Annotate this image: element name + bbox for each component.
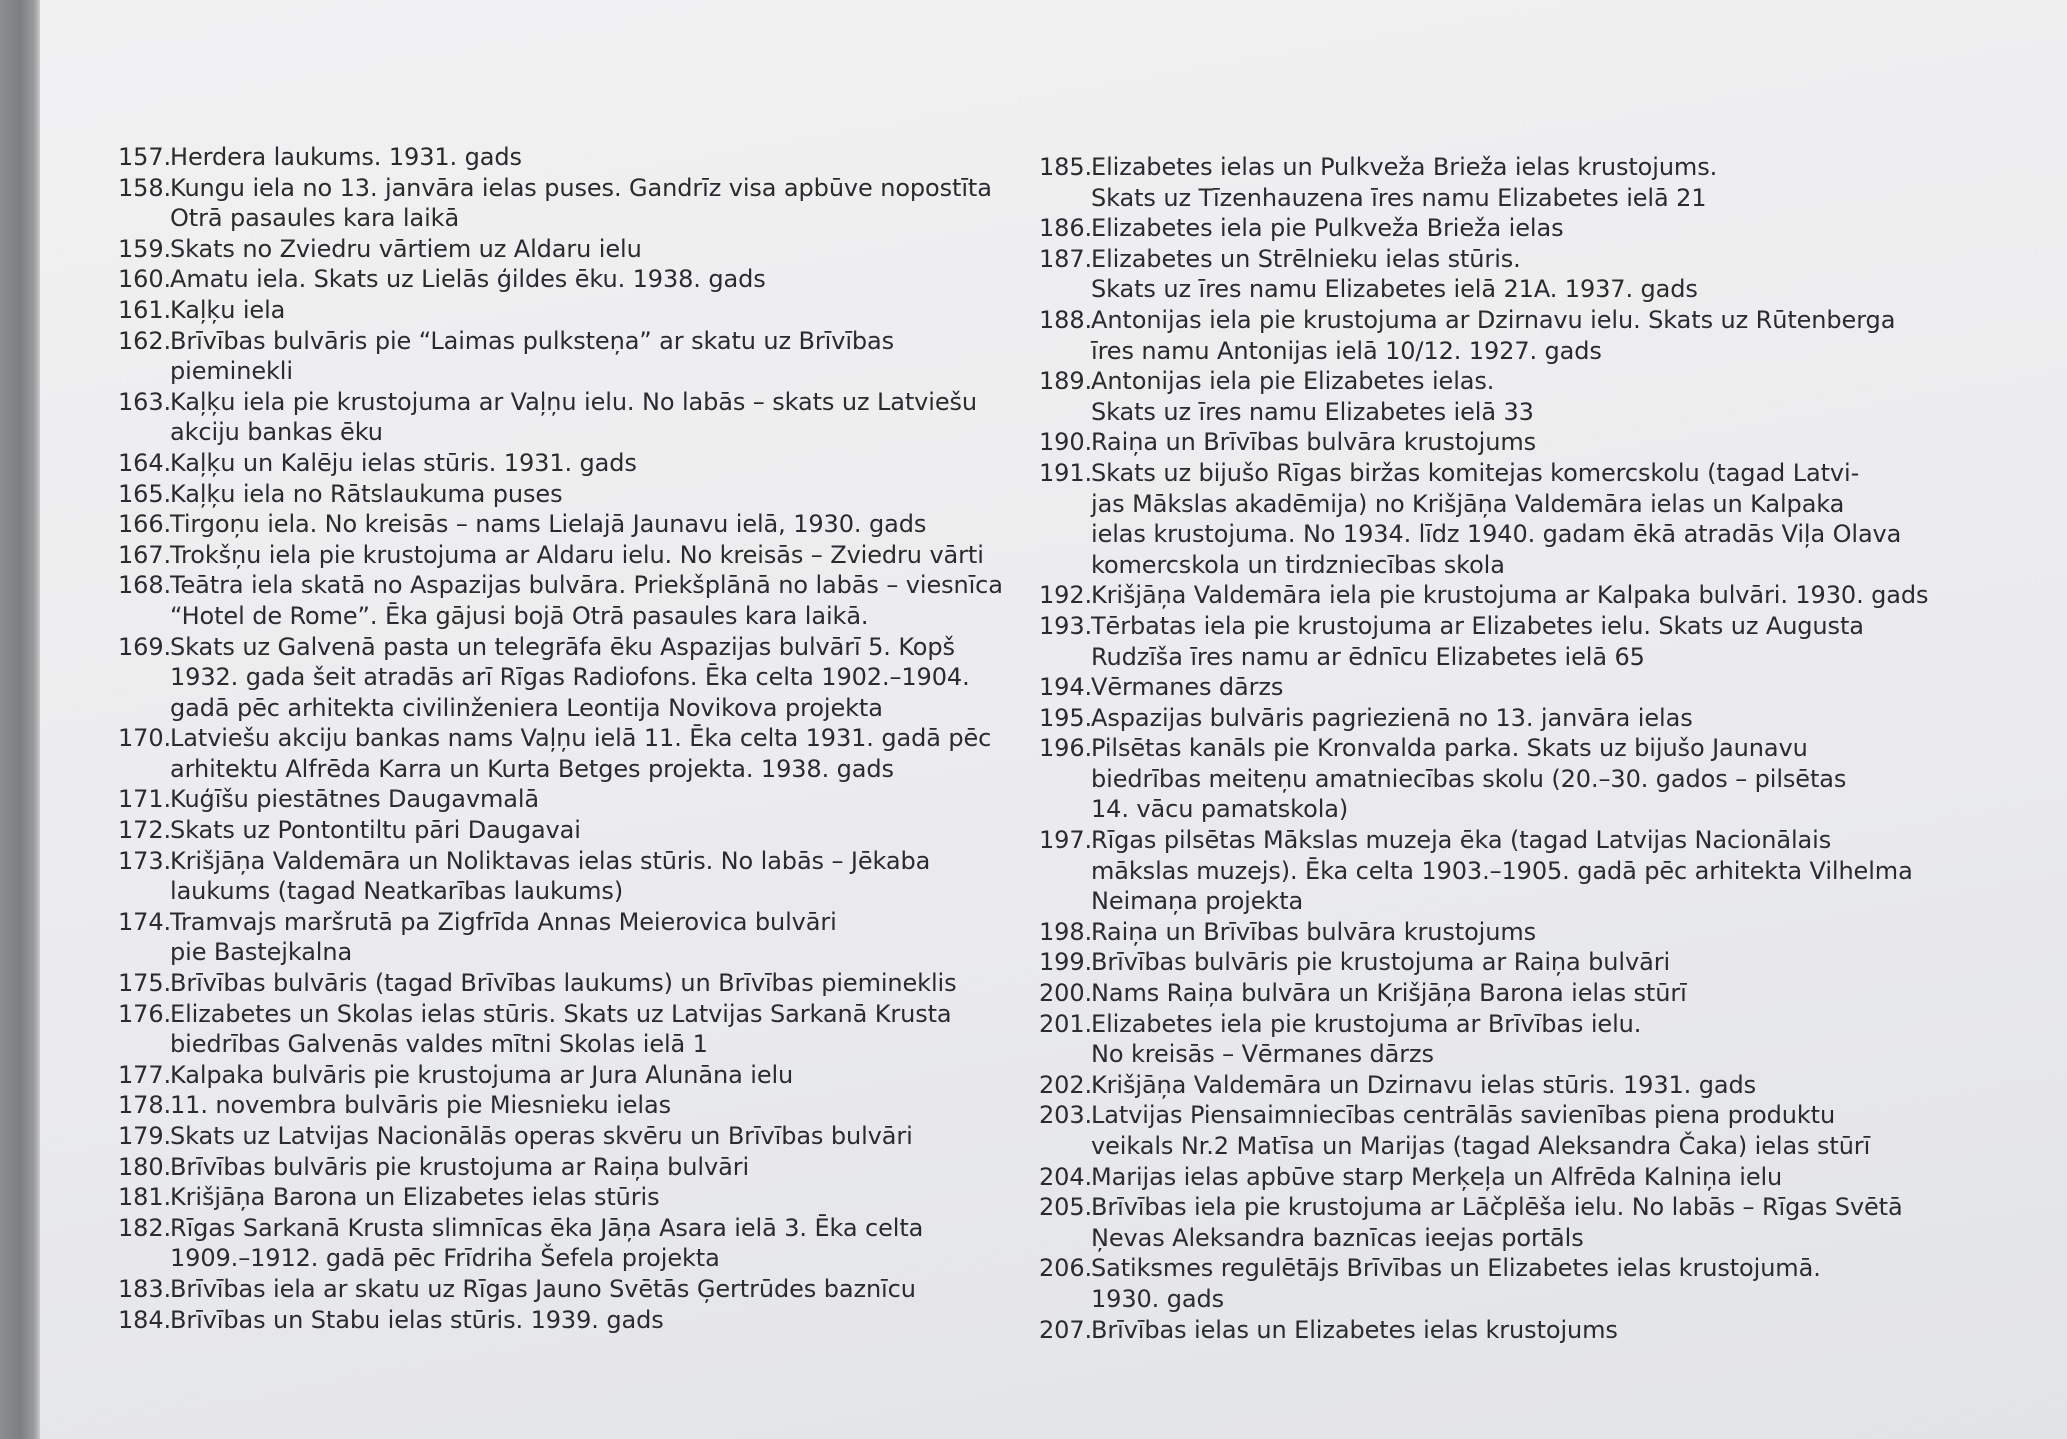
caption-number: 163. — [118, 387, 172, 416]
caption-item — [1039, 947, 1999, 978]
caption-text: Rīgas Sarkanā Krusta slimnīcas ēka Jāņa Asara ielā 3. Ēka celta 1909.–1912. gadā pēc Frīdriha Šefela projekta — [170, 1213, 924, 1273]
caption-item — [1039, 917, 1999, 948]
caption-number: 201. — [1039, 1009, 1093, 1038]
caption-item — [118, 448, 1058, 479]
caption-item — [1039, 733, 1999, 825]
caption-item — [1039, 1100, 1999, 1161]
caption-item — [118, 295, 1058, 326]
caption-item — [118, 509, 1058, 540]
caption-item — [118, 1060, 1058, 1091]
caption-text: Skats uz Latvijas Nacionālās operas skvēru un Brīvības bulvāri — [170, 1122, 913, 1150]
caption-number: 173. — [118, 846, 172, 875]
caption-text: Elizabetes iela pie krustojuma ar Brīvības ielu. No kreisās – Vērmanes dārzs — [1091, 1009, 1642, 1069]
caption-item — [1039, 427, 1999, 458]
caption-number: 191. — [1039, 458, 1093, 487]
caption-number: 202. — [1039, 1070, 1093, 1099]
caption-item — [1039, 1070, 1999, 1101]
caption-item — [1039, 152, 1999, 213]
caption-item — [1039, 825, 1999, 917]
caption-number: 169. — [118, 632, 172, 661]
caption-item — [118, 1152, 1058, 1183]
caption-text: Raiņa un Brīvības bulvāra krustojums — [1091, 917, 1537, 946]
caption-item — [1039, 244, 1999, 305]
caption-number: 165. — [118, 479, 172, 508]
caption-number: 158. — [118, 173, 172, 202]
caption-text: Trokšņu iela pie krustojuma ar Aldaru ielu. No kreisās – Zviedru vārti — [170, 540, 984, 569]
caption-item — [118, 540, 1058, 571]
caption-item — [118, 784, 1058, 815]
caption-number: 205. — [1039, 1193, 1093, 1222]
caption-text: Brīvības bulvāris pie “Laimas pulksteņa” ar skatu uz Brīvības pieminekli — [170, 326, 895, 386]
caption-text: Krišjāņa Valdemāra un Noliktavas ielas stūris. No labās – Jēkaba laukums (tagad Neatkarības laukums) — [170, 846, 931, 906]
caption-item — [118, 1090, 1058, 1121]
caption-number: 207. — [1039, 1315, 1093, 1344]
caption-item — [1039, 1162, 1999, 1193]
caption-number: 168. — [118, 571, 172, 600]
caption-text: Satiksmes regulētājs Brīvības un Elizabetes ielas krustojumā. 1930. gads — [1091, 1254, 1821, 1313]
caption-text: Elizabetes ielas un Pulkveža Brieža ielas krustojums. Skats uz Tīzenhauzena īres namu Elizabetes ielā 21 — [1091, 153, 1718, 212]
caption-number: 164. — [118, 448, 172, 477]
caption-number: 176. — [118, 999, 172, 1028]
caption-item — [1039, 1315, 1999, 1346]
caption-number: 203. — [1039, 1101, 1093, 1130]
caption-text: Brīvības iela ar skatu uz Rīgas Jauno Svētās Ģertrūdes baznīcu — [170, 1274, 916, 1303]
caption-number: 184. — [118, 1305, 172, 1334]
caption-item — [118, 1305, 1058, 1336]
caption-item — [1039, 978, 1999, 1009]
caption-number: 186. — [1039, 214, 1093, 243]
caption-item — [1039, 703, 1999, 734]
caption-item — [1039, 213, 1999, 244]
caption-text: Brīvības bulvāris pie krustojuma ar Raiņa bulvāri — [170, 1152, 750, 1181]
caption-text: Elizabetes un Skolas ielas stūris. Skats uz Latvijas Sarkanā Krusta biedrības Galvenās valdes mītni Skolas ielā 1 — [170, 999, 952, 1059]
caption-number: 159. — [118, 234, 172, 263]
caption-text: Rīgas pilsētas Mākslas muzeja ēka (tagad Latvijas Nacionālais mākslas muzejs). Ēka celta 1903.–1905. gadā pēc arhitekta Vilhelma Neimaņa projekta — [1091, 826, 1913, 916]
caption-item — [118, 1274, 1058, 1305]
caption-text: Brīvības un Stabu ielas stūris. 1939. gads — [170, 1305, 664, 1334]
caption-text: 11. novembra bulvāris pie Miesnieku ielas — [170, 1091, 671, 1120]
caption-list-left — [118, 142, 1058, 1335]
caption-item — [118, 173, 1058, 234]
caption-item — [118, 907, 1058, 968]
caption-text: Skats uz bijušo Rīgas biržas komitejas komercskolu (tagad Latvi- jas Mākslas akadēmija) no Krišjāņa Valdemāra ielas un Kalpaka ielas krustojuma. No 1934. līdz 1940. gadam ēkā atradās Viļa Olava komercskola un tirdzniecības skola — [1091, 458, 1902, 579]
caption-text: Teātra iela skatā no Aspazijas bulvāra. Priekšplānā no labās – viesnīca “Hotel de Rome”. Ēka gājusi bojā Otrā pasaules kara laikā. — [170, 571, 1003, 630]
caption-text: Pilsētas kanāls pie Kronvalda parka. Skats uz bijušo Jaunavu biedrības meiteņu amatniecības skolu (20.–30. gados – pilsētas 14. vācu pamatskola) — [1091, 734, 1847, 824]
caption-text: Elizabetes un Strēlnieku ielas stūris. Skats uz īres namu Elizabetes ielā 21A. 1937. gads — [1091, 244, 1698, 304]
caption-item — [118, 326, 1058, 387]
caption-item — [1039, 1009, 1999, 1070]
caption-number: 198. — [1039, 917, 1093, 946]
caption-number: 167. — [118, 540, 172, 569]
caption-item — [118, 1213, 1058, 1274]
caption-number: 193. — [1039, 611, 1093, 640]
caption-number: 196. — [1039, 734, 1093, 763]
caption-number: 174. — [118, 907, 172, 936]
caption-number: 187. — [1039, 244, 1093, 273]
caption-item — [118, 846, 1058, 907]
caption-text: Kaļķu iela — [170, 295, 286, 324]
caption-text: Brīvības iela pie krustojuma ar Lāčplēša ielu. No labās – Rīgas Svētā Ņevas Aleksandra baznīcas ieejas portāls — [1091, 1193, 1903, 1252]
caption-text: Amatu iela. Skats uz Lielās ģildes ēku. 1938. gads — [170, 265, 766, 294]
caption-number: 188. — [1039, 305, 1093, 334]
caption-item — [1039, 366, 1999, 427]
caption-list-right — [1039, 152, 1999, 1345]
caption-text: Herdera laukums. 1931. gads — [170, 143, 522, 171]
caption-number: 171. — [118, 785, 172, 814]
caption-number: 157. — [118, 143, 172, 171]
caption-text: Latviešu akciju bankas nams Vaļņu ielā 11. Ēka celta 1931. gadā pēc arhitektu Alfrēda Karra un Kurta Betges projekta. 1938. gads — [170, 724, 992, 783]
caption-number: 181. — [118, 1183, 172, 1212]
caption-item — [118, 264, 1058, 295]
caption-number: 166. — [118, 510, 172, 539]
caption-number: 199. — [1039, 948, 1093, 977]
caption-text: Antonijas iela pie Elizabetes ielas. Skats uz īres namu Elizabetes ielā 33 — [1091, 367, 1534, 426]
caption-number: 190. — [1039, 428, 1093, 457]
caption-number: 183. — [118, 1274, 172, 1303]
caption-item — [118, 815, 1058, 846]
caption-text: Tirgoņu iela. No kreisās – nams Lielajā Jaunavu ielā, 1930. gads — [170, 510, 927, 539]
caption-text: Vērmanes dārzs — [1091, 673, 1284, 702]
caption-number: 160. — [118, 265, 172, 294]
caption-text: Brīvības ielas un Elizabetes ielas krustojums — [1091, 1315, 1618, 1344]
caption-item — [118, 387, 1058, 448]
caption-text: Antonijas iela pie krustojuma ar Dzirnavu ielu. Skats uz Rūtenberga īres namu Antonijas ielā 10/12. 1927. gads — [1091, 305, 1896, 365]
caption-item — [1039, 1192, 1999, 1253]
caption-item — [118, 723, 1058, 784]
caption-text: Aspazijas bulvāris pagriezienā no 13. janvāra ielas — [1091, 703, 1693, 732]
caption-text: Kungu iela no 13. janvāra ielas puses. Gandrīz visa apbūve nopostīta Otrā pasaules kara laikā — [170, 173, 992, 233]
caption-item — [1039, 672, 1999, 703]
caption-item — [1039, 580, 1999, 611]
caption-text: Brīvības bulvāris (tagad Brīvības laukums) un Brīvības piemineklis — [170, 969, 957, 998]
caption-item — [118, 1182, 1058, 1213]
caption-number: 172. — [118, 816, 172, 845]
caption-text: Skats no Zviedru vārtiem uz Aldaru ielu — [170, 234, 642, 263]
caption-text: Krišjāņa Valdemāra un Dzirnavu ielas stūris. 1931. gads — [1091, 1070, 1757, 1099]
caption-number: 175. — [118, 969, 172, 998]
caption-number: 197. — [1039, 826, 1093, 855]
caption-item — [118, 479, 1058, 510]
caption-text: Kalpaka bulvāris pie krustojuma ar Jura Alunāna ielu — [170, 1060, 794, 1089]
caption-number: 192. — [1039, 581, 1093, 610]
caption-item — [118, 1121, 1058, 1152]
caption-item — [1039, 611, 1999, 672]
caption-text: Tērbatas iela pie krustojuma ar Elizabetes ielu. Skats uz Augusta Rudzīša īres namu ar ēdnīcu Elizabetes ielā 65 — [1091, 611, 1864, 671]
caption-item — [1039, 458, 1999, 580]
caption-item — [118, 142, 1058, 173]
caption-text: Latvijas Piensaimniecības centrālās savienības piena produktu veikals Nr.2 Matīsa un Marijas (tagad Aleksandra Čaka) ielas stūrī — [1091, 1101, 1871, 1160]
caption-number: 200. — [1039, 979, 1093, 1008]
caption-number: 185. — [1039, 153, 1093, 181]
caption-number: 194. — [1039, 673, 1093, 702]
caption-text: Kaļķu iela no Rātslaukuma puses — [170, 479, 563, 508]
caption-text: Brīvības bulvāris pie krustojuma ar Raiņa bulvāri — [1091, 948, 1671, 977]
caption-text: Skats uz Galvenā pasta un telegrāfa ēku Aspazijas bulvārī 5. Kopš 1932. gada šeit atradās arī Rīgas Radiofons. Ēka celta 1902.–1904. gadā pēc arhitekta civilinženiera Leontija Novikova projekta — [170, 632, 970, 722]
caption-item — [118, 234, 1058, 265]
caption-item — [1039, 305, 1999, 366]
caption-number: 162. — [118, 326, 172, 355]
book-page — [40, 0, 2067, 1439]
caption-number: 180. — [118, 1152, 172, 1181]
caption-text: Elizabetes iela pie Pulkveža Brieža ielas — [1091, 214, 1564, 243]
caption-number: 177. — [118, 1060, 172, 1089]
caption-text: Kaļķu iela pie krustojuma ar Vaļņu ielu. No labās – skats uz Latviešu akciju bankas ēku — [170, 387, 978, 447]
caption-number: 206. — [1039, 1254, 1093, 1283]
caption-text: Kaļķu un Kalēju ielas stūris. 1931. gads — [170, 448, 637, 477]
book-spine — [0, 0, 40, 1439]
caption-text: Kuģīšu piestātnes Daugavmalā — [170, 785, 540, 814]
caption-text: Krišjāņa Valdemāra iela pie krustojuma ar Kalpaka bulvāri. 1930. gads — [1091, 581, 1929, 610]
caption-number: 182. — [118, 1213, 172, 1242]
caption-item — [118, 570, 1058, 631]
caption-number: 179. — [118, 1122, 172, 1150]
caption-item — [118, 968, 1058, 999]
caption-text: Marijas ielas apbūve starp Merķeļa un Alfrēda Kalniņa ielu — [1091, 1162, 1783, 1191]
caption-text: Tramvajs maršrutā pa Zigfrīda Annas Meierovica bulvāri pie Bastejkalna — [170, 907, 837, 967]
caption-number: 161. — [118, 295, 172, 324]
caption-item — [1039, 1253, 1999, 1314]
caption-text: Krišjāņa Barona un Elizabetes ielas stūris — [170, 1183, 660, 1212]
caption-number: 195. — [1039, 703, 1093, 732]
caption-item — [118, 999, 1058, 1060]
caption-text: Skats uz Pontontiltu pāri Daugavai — [170, 816, 581, 845]
caption-text: Raiņa un Brīvības bulvāra krustojums — [1091, 428, 1537, 457]
caption-number: 204. — [1039, 1162, 1093, 1191]
caption-number: 178. — [118, 1091, 172, 1120]
caption-item — [118, 632, 1058, 724]
caption-number: 170. — [118, 724, 172, 753]
caption-number: 189. — [1039, 367, 1093, 396]
caption-text: Nams Raiņa bulvāra un Krišjāņa Barona ielas stūrī — [1091, 979, 1687, 1008]
